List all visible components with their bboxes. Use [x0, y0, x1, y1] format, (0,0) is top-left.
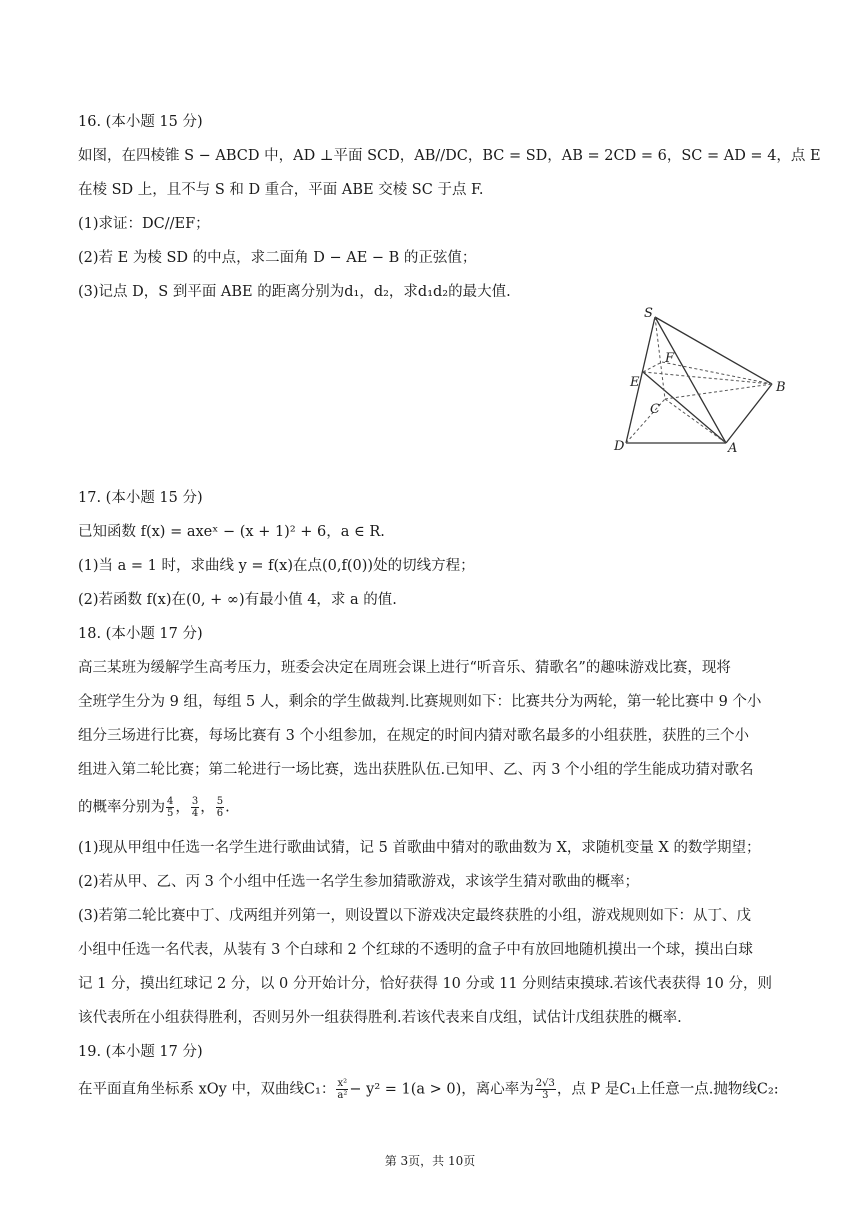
- label-S: S: [644, 306, 653, 321]
- label-C: C: [650, 402, 660, 417]
- edge-CA: [665, 399, 726, 443]
- q18-part2: (2)若从甲、乙、丙 3 个小组中任选一名学生参加猜歌游戏，求该学生猜对歌曲的概率；: [78, 874, 639, 890]
- fraction-jia: $\frac{4}{5}$: [167, 796, 174, 819]
- q16-part1: (1)求证：DC//EF；: [78, 216, 210, 232]
- q18-text-line5: 的概率分别为 $\frac{4}{5}$ ， $\frac{3}{4}$ ， $\frac{5}{6}$ .: [78, 796, 230, 819]
- q18-part3-line1: (3)若第二轮比赛中丁、戊两组并列第一，则设置以下游戏决定最终获胜的小组，游戏规则如下：从丁、戊: [78, 908, 752, 924]
- q17-part1: (1)当 a = 1 时，求曲线 y = f(x)在点(0,f(0))处的切线方程；: [78, 558, 475, 574]
- q18-part3-line3: 记 1 分，摸出红球记 2 分，以 0 分开始计分，恰好获得 10 分或 11 分则结束摸球.若该代表获得 10 分，则: [78, 976, 772, 992]
- edge-EF: [643, 362, 662, 372]
- q18-prob-prefix: 的概率分别为: [78, 799, 165, 816]
- q19-text-line1: [78, 1078, 779, 1101]
- edge-SA: [655, 317, 726, 443]
- q16-text-line2: 在棱 SD 上，且不与 S 和 D 重合，平面 ABE 交棱 SC 于点 F.: [78, 182, 484, 198]
- q17-title: 17. (本小题 15 分): [78, 490, 203, 506]
- q18-part1: (1)现从甲组中任选一名学生进行歌曲试猜，记 5 首歌曲中猜对的歌曲数为 X，求随机变量 X 的数学期望；: [78, 840, 761, 856]
- edge-AB: [726, 384, 772, 443]
- label-A: A: [728, 441, 738, 456]
- page-footer: 第 3页，共 10页: [384, 1154, 476, 1168]
- q16-part3: (3)记点 D，S 到平面 ABE 的距离分别为d₁，d₂，求d₁d₂的最大值.: [78, 284, 511, 300]
- q18-text-line2: 全班学生分为 9 组，每组 5 人，剩余的学生做裁判.比赛规则如下：比赛共分为两轮，第一轮比赛中 9 个小: [78, 694, 762, 710]
- label-D: D: [614, 439, 625, 454]
- q17-part2: (2)若函数 f(x)在(0, + ∞)有最小值 4，求 a 的值.: [78, 592, 397, 608]
- fraction-bing: $\frac{5}{6}$: [216, 796, 224, 819]
- q16-part2: (2)若 E 为棱 SD 的中点，求二面角 D − AE − B 的正弦值；: [78, 250, 477, 266]
- edge-CB: [665, 384, 772, 399]
- edge-FB: [662, 362, 772, 384]
- q19-title: 19. (本小题 17 分): [78, 1044, 203, 1060]
- label-B: B: [776, 380, 786, 395]
- label-E: E: [630, 375, 640, 390]
- q16-text-line1: 如图，在四棱锥 S − ABCD 中，AD ⊥平面 SCD，AB//DC，BC = SD，AB = 2CD = 6，SC = AD = 4，点 E: [78, 148, 821, 164]
- pyramid-figure: [608, 300, 798, 460]
- q19-text-c: ，点 P 是C₁上任意一点.抛物线C₂:: [556, 1081, 779, 1098]
- q18-text-line1: 高三某班为缓解学生高考压力，班委会决定在周班会课上进行“听音乐、猜歌名”的趣味游戏比赛，现将: [78, 660, 731, 676]
- q18-text-line4: 组进入第二轮比赛；第二轮进行一场比赛，选出获胜队伍.已知甲、乙、丙 3 个小组的学生能成功猜对歌名: [78, 762, 754, 778]
- label-F: F: [665, 351, 675, 366]
- eccentricity-fraction: $\frac{2√3}{3}$: [535, 1078, 555, 1101]
- q18-title: 18. (本小题 17 分): [78, 626, 203, 642]
- q18-part3-line2: 小组中任选一名代表，从装有 3 个白球和 2 个红球的不透明的盒子中有放回地随机摸出一个球，摸出白球: [78, 942, 753, 958]
- q17-text: 已知函数 f(x) = axeˣ − (x + 1)² + 6，a ∈ R.: [78, 524, 385, 540]
- q18-text-line3: 组分三场进行比赛，每场比赛有 3 个小组参加，在规定的时间内猜对歌名最多的小组获胜，获胜的三个小: [78, 728, 749, 744]
- q19-text-a: 在平面直角坐标系 xOy 中，双曲线C₁：: [78, 1081, 336, 1098]
- fraction-yi: $\frac{3}{4}$: [191, 796, 199, 819]
- q18-part3-line4: 该代表所在小组获得胜利，否则另外一组获得胜利.若该代表来自戊组，试估计戊组获胜的概率.: [78, 1010, 682, 1026]
- hyperbola-fraction: $\frac{\text{x²}}{\text{a²}}$: [337, 1078, 348, 1101]
- q19-text-b: − y² = 1(a > 0)，离心率为: [349, 1081, 534, 1098]
- q16-title: 16. (本小题 15 分): [78, 114, 203, 130]
